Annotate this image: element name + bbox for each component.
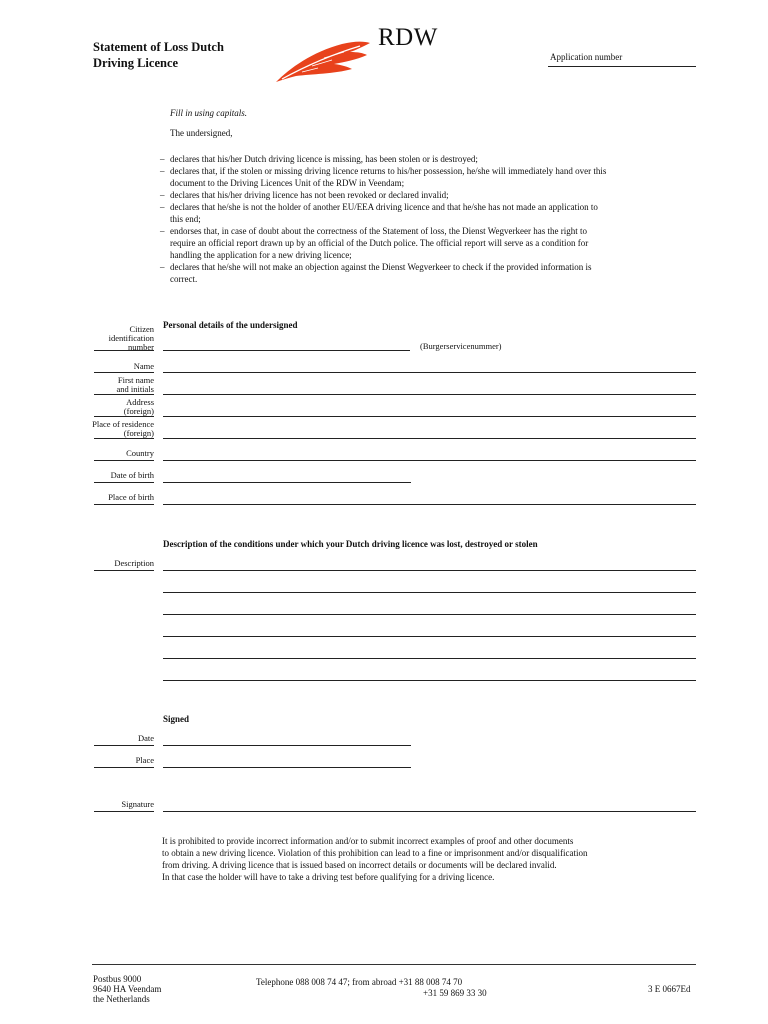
description-line-1[interactable]	[163, 570, 696, 571]
first-name-label: First name and initials	[116, 375, 154, 394]
footer-address: Postbus 9000 9640 HA Veendam the Netherlands	[93, 974, 162, 1004]
place-of-residence-label: Place of residence (foreign)	[92, 419, 154, 438]
title-line-2: Driving Licence	[93, 56, 179, 70]
signed-heading: Signed	[163, 714, 190, 724]
declaration-item: – endorses that, in case of doubt about the correctness of the Statement of loss, the Dienst Wegverkeer has the right to require an official report drawn up by an official of the Dutch police. The official report will serve as a condition for handling the application for a new driving licence;	[160, 225, 610, 261]
label-underline	[94, 570, 154, 571]
title-line-1: Statement of Loss Dutch	[93, 40, 224, 54]
declaration-item: – declares that his/her Dutch driving licence is missing, has been stolen or is destroyed;	[160, 153, 610, 165]
place-field[interactable]	[163, 767, 411, 768]
label-underline	[94, 416, 154, 417]
declaration-item: – declares that he/she is not the holder of another EU/EEA driving licence and that he/she has not made an application to this end;	[160, 201, 610, 225]
label-underline	[94, 745, 154, 746]
place-of-birth-field[interactable]	[163, 504, 696, 505]
application-number-label: Application number	[550, 52, 623, 62]
first-name-field[interactable]	[163, 394, 696, 395]
date-of-birth-label: Date of birth	[110, 470, 154, 480]
country-field[interactable]	[163, 460, 696, 461]
description-line-4[interactable]	[163, 636, 696, 637]
country-label: Country	[126, 448, 154, 458]
label-underline	[94, 504, 154, 505]
date-of-birth-field[interactable]	[163, 482, 411, 483]
name-label: Name	[133, 361, 154, 371]
description-line-5[interactable]	[163, 658, 696, 659]
signature-field[interactable]	[163, 811, 696, 812]
label-underline	[94, 767, 154, 768]
date-label: Date	[137, 733, 154, 743]
address-field[interactable]	[163, 416, 696, 417]
footer-divider	[92, 964, 696, 965]
label-underline	[94, 482, 154, 483]
label-underline	[94, 372, 154, 373]
fill-in-instruction: Fill in using capitals.	[170, 108, 248, 118]
warning-text: It is prohibited to provide incorrect information and/or to submit incorrect examples of proof and other documents to obtain a new driving licence. Violation of this prohibition can lead to a fine or imprisonment and/or disqualification from driving. A driving licence that is issued based on incorrect details or documents will be declared invalid. In that case the holder will have to take a driving test before qualifying for a driving licence.	[162, 836, 588, 882]
rdw-feather-logo-icon	[272, 38, 372, 84]
label-underline	[94, 811, 154, 812]
footer-telephone: Telephone 088 008 74 47; from abroad +31 88 008 74 70	[256, 977, 463, 987]
label-underline	[94, 438, 154, 439]
description-label: Description	[114, 558, 154, 568]
place-label: Place	[135, 755, 154, 765]
footer-telephone-2: +31 59 869 33 30	[423, 988, 487, 998]
place-of-residence-field[interactable]	[163, 438, 696, 439]
label-underline	[94, 350, 154, 351]
citizen-id-label: Citizen identification number	[108, 324, 154, 352]
name-field[interactable]	[163, 372, 696, 373]
declaration-item: – declares that his/her driving licence has not been revoked or declared invalid;	[160, 189, 610, 201]
label-underline	[94, 460, 154, 461]
declarations-list	[160, 153, 610, 285]
personal-details-heading: Personal details of the undersigned	[163, 320, 298, 330]
address-label: Address (foreign)	[123, 397, 154, 416]
form-code: 3 E 0667Ed	[648, 984, 691, 994]
declaration-item: – declares that, if the stolen or missing driving licence returns to his/her possession, he/she will immediately hand over this document to the Driving Licences Unit of the RDW in Veendam;	[160, 165, 610, 189]
document-title	[93, 39, 224, 71]
description-heading: Description of the conditions under which your Dutch driving licence was lost, destroyed or stolen	[163, 539, 538, 549]
description-line-3[interactable]	[163, 614, 696, 615]
citizen-id-field[interactable]	[163, 350, 410, 351]
application-number-field[interactable]	[548, 66, 696, 67]
rdw-brand: RDW	[378, 24, 438, 51]
description-line-2[interactable]	[163, 592, 696, 593]
bsn-note: (Burgerservicenummer)	[420, 341, 502, 351]
declaration-item: – declares that he/she will not make an objection against the Dienst Wegverkeer to check if the provided information is correct.	[160, 261, 610, 285]
signature-label: Signature	[121, 799, 154, 809]
place-of-birth-label: Place of birth	[108, 492, 154, 502]
date-field[interactable]	[163, 745, 411, 746]
description-line-6[interactable]	[163, 680, 696, 681]
label-underline	[94, 394, 154, 395]
undersigned-text: The undersigned,	[170, 128, 233, 138]
